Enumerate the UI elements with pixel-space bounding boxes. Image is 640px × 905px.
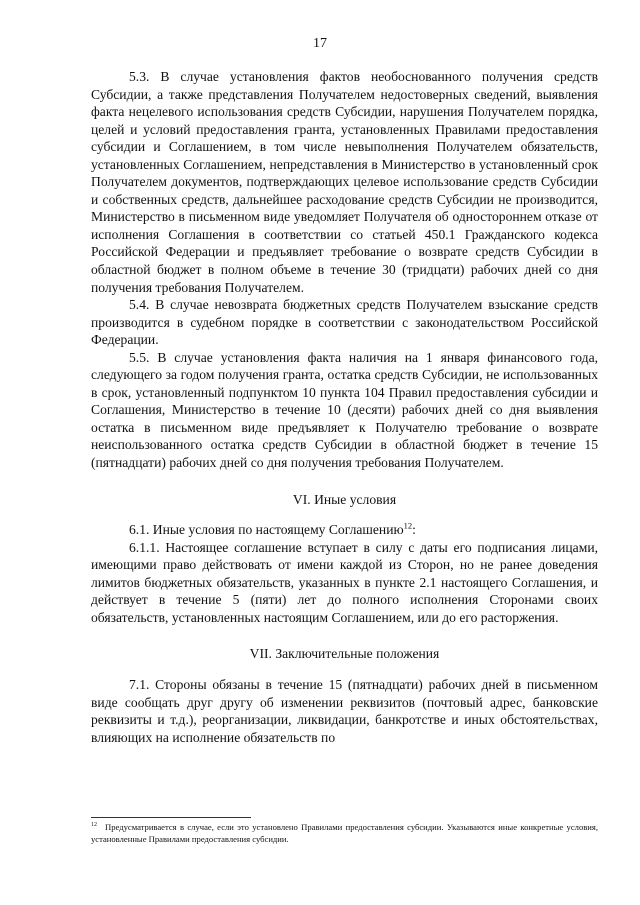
paragraph-5-5: 5.5. В случае установления факта наличия на 1 января финансового года, следующего за годом получения гранта, остатка средств Субсидии, не использованных в срок, установленный подпунктом 10 пункта 104 Правил предоставления субсидии и Соглашения, Министерство в течение 10 (десяти) рабочих дней со дня выявления остатка в письменном виде предъявляет к Получателю требование о возврате неиспользованного остатка средств Субсидии в областной бюджет в течение 15 (пятнадцати) рабочих дней со дня получения требования Получателем. bbox=[91, 349, 598, 471]
document-body bbox=[91, 68, 598, 746]
footnote-text: Предусматривается в случае, если это установлено Правилами предоставления субсидии. Указываются иные конкретные условия, установленные Правилами предоставления субсидии. bbox=[91, 822, 598, 844]
footnote-reference: 12 bbox=[403, 520, 413, 531]
paragraph-6-1 bbox=[91, 521, 598, 539]
footnote bbox=[91, 822, 598, 845]
paragraph-6-1-colon: : bbox=[412, 522, 416, 538]
footnote-marker: 12 bbox=[91, 822, 97, 829]
paragraph-6-1-text: 6.1. Иные условия по настоящему Соглашению bbox=[129, 522, 404, 538]
page-number: 17 bbox=[313, 36, 327, 51]
section-heading-vi: VI. Иные условия bbox=[292, 491, 397, 507]
paragraph-6-1-1: 6.1.1. Настоящее соглашение вступает в силу с даты его подписания лицами, имеющими право действовать от имени каждой из Сторон, но не ранее доведения лимитов бюджетных обязательств, указанных в пункте 2.1 настоящего Соглашения, и действует в течение 5 (пяти) лет до полного исполнения Сторонами своих обязательств, установленных настоящим Соглашением, или до его расторжения. bbox=[91, 539, 598, 625]
footnote-divider bbox=[91, 817, 251, 818]
section-heading-vii: VII. Заключительные положения bbox=[249, 646, 440, 662]
paragraph-7-1: 7.1. Стороны обязаны в течение 15 (пятнадцати) рабочих дней в письменном виде сообщать друг другу об изменении реквизитов (почтовый адрес, банковские реквизиты и т.д.), реорганизации, ликвидации, банкротстве и иных обстоятельствах, влияющих на исполнение обязательств по bbox=[91, 676, 598, 745]
paragraph-5-3: 5.3. В случае установления фактов необоснованного получения средств Субсидии, а также представления Получателем недостоверных сведений, выявления факта нецелевого использования средств Субсидии, нарушения Получателем порядка, целей и условий предоставления гранта, установленных Правилами предоставления субсидии и Соглашением, в том числе невыполнения Получателем обязательств, установленных Соглашением, непредставления в Министерство в установленный срок Получателем документов, подтверждающих целевое использование средств Субсидии и собственных средств, дальнейшее расходование средств Субсидии не производится, Министерство в письменном виде уведомляет Получателя об одностороннем отказе от исполнения Соглашения в соответствии со статьей 450.1 Гражданского кодекса Российской Федерации и предъявляет требование о возврате средств Субсидии в областной бюджет в полном объеме в течение 30 (тридцати) рабочих дней со дня получения требования Получателем. bbox=[91, 69, 598, 295]
paragraph-5-4: 5.4. В случае невозврата бюджетных средств Получателем взыскание средств производится в судебном порядке в соответствии с законодательством Российской Федерации. bbox=[91, 297, 598, 348]
